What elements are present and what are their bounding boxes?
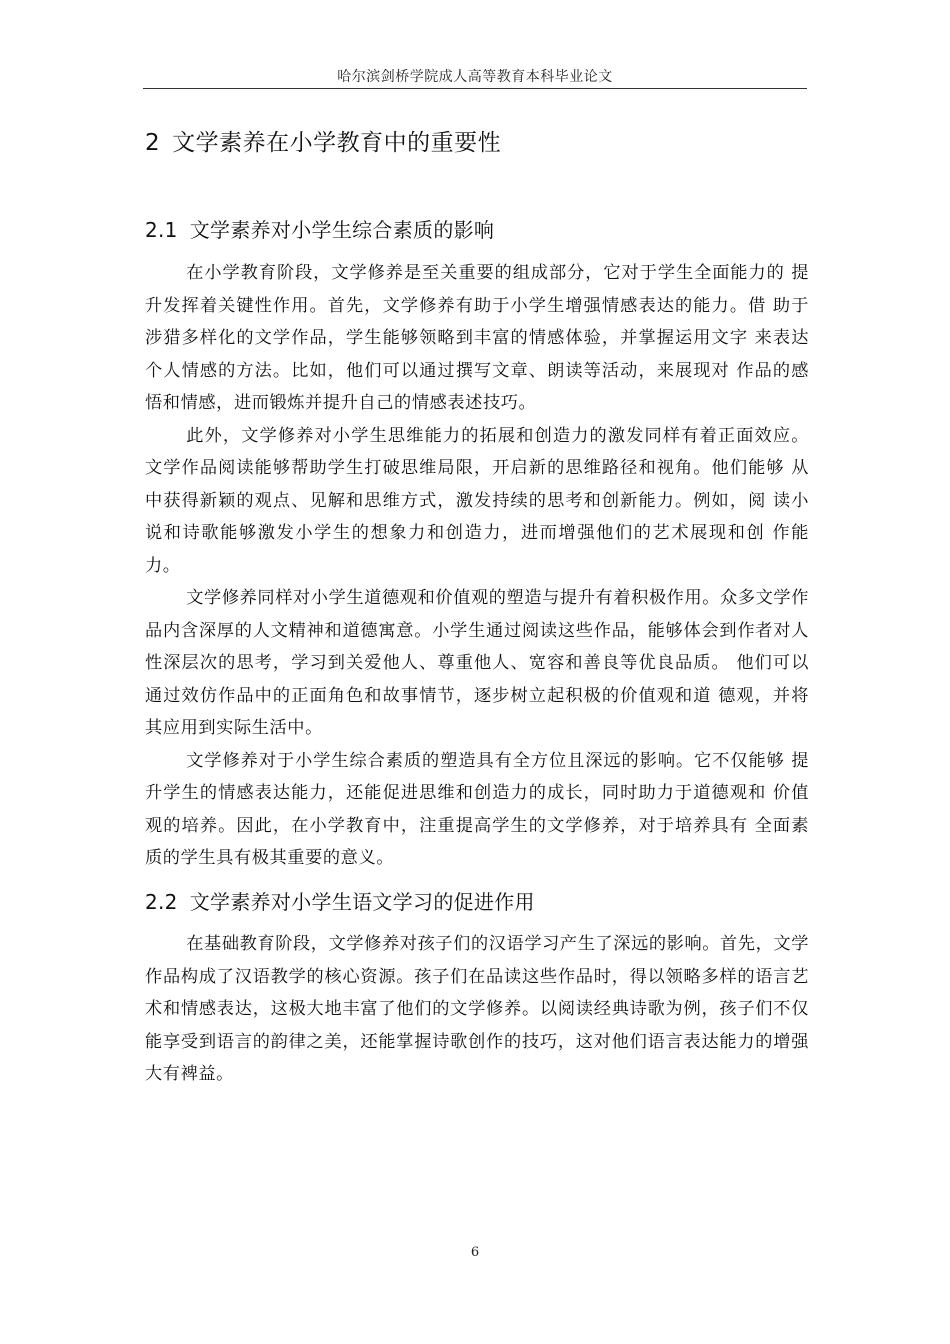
section-2-2-body — [145, 928, 809, 1091]
section-number: 2.1 — [145, 218, 178, 242]
paragraph: 文学修养同样对小学生道德观和价值观的塑造与提升有着积极作用。众多文学作品内含深厚的人文精神和道德寓意。小学生通过阅读这些作品，能够体会到作者对人性深层次的思考，学习到关爱他人、尊重他人、宽容和善良等优良品质。 他们可以通过效仿作品中的正面角色和故事情节，逐步树立起积极的价值观和道 德观，并将其应用到实际生活中。 — [145, 588, 809, 738]
section-2-1-body — [145, 257, 809, 875]
section-number: 2.2 — [145, 890, 178, 914]
page-number: 6 — [470, 1245, 480, 1260]
chapter-number: 2 — [145, 130, 161, 156]
chapter-heading — [145, 124, 501, 157]
page-header: 哈尔滨剑桥学院成人高等教育本科毕业论文 — [337, 69, 613, 85]
paragraph: 在基础教育阶段，文学修养对孩子们的汉语学习产生了深远的影响。首先，文学作品构成了汉语教学的核心资源。孩子们在品读这些作品时，得以领略多样的语言艺术和情感表达，这极大地丰富了他们的文学修养。以阅读经典诗歌为例，孩子们不仅能享受到语言的韵律之美，还能掌握诗歌创作的技巧，这对他们语言表达能力的增强大有裨益。 — [145, 934, 809, 1084]
paragraph: 在小学教育阶段，文学修养是至关重要的组成部分，它对于学生全面能力的 提升发挥着关键性作用。首先，文学修养有助于小学生增强情感表达的能力。借 助于涉猎多样化的文学作品，学生能够领略到丰富的情感体验，并掌握运用文字 来表达个人情感的方法。比如，他们可以通过撰写文章、朗读等活动，来展现对 作品的感悟和情感，进而锻炼并提升自己的情感表述技巧。 — [145, 263, 809, 413]
paragraph: 此外，文学修养对小学生思维能力的拓展和创造力的激发同样有着正面效应。 文学作品阅读能够帮助学生打破思维局限，开启新的思维路径和视角。他们能够 从中获得新颖的观点、见解和思维方式，激发持续的思考和创新能力。例如，阅 读小说和诗歌能够激发小学生的想象力和创造力，进而增强他们的艺术展现和创 作能力。 — [145, 425, 809, 576]
header-rule — [143, 88, 807, 89]
section-title: 文学素养对小学生语文学习的促进作用 — [189, 890, 535, 914]
section-heading-2-2 — [145, 886, 535, 915]
chapter-title: 文学素养在小学教育中的重要性 — [172, 130, 502, 156]
section-title: 文学素养对小学生综合素质的影响 — [189, 218, 495, 242]
section-heading-2-1 — [145, 214, 494, 243]
paragraph: 文学修养对于小学生综合素质的塑造具有全方位且深远的影响。它不仅能够 提升学生的情感表达能力，还能促进思维和创造力的成长，同时助力于道德观和 价值观的培养。因此，在小学教育中，注重提高学生的文学修养，对于培养具有 全面素质的学生具有极其重要的意义。 — [145, 750, 809, 868]
